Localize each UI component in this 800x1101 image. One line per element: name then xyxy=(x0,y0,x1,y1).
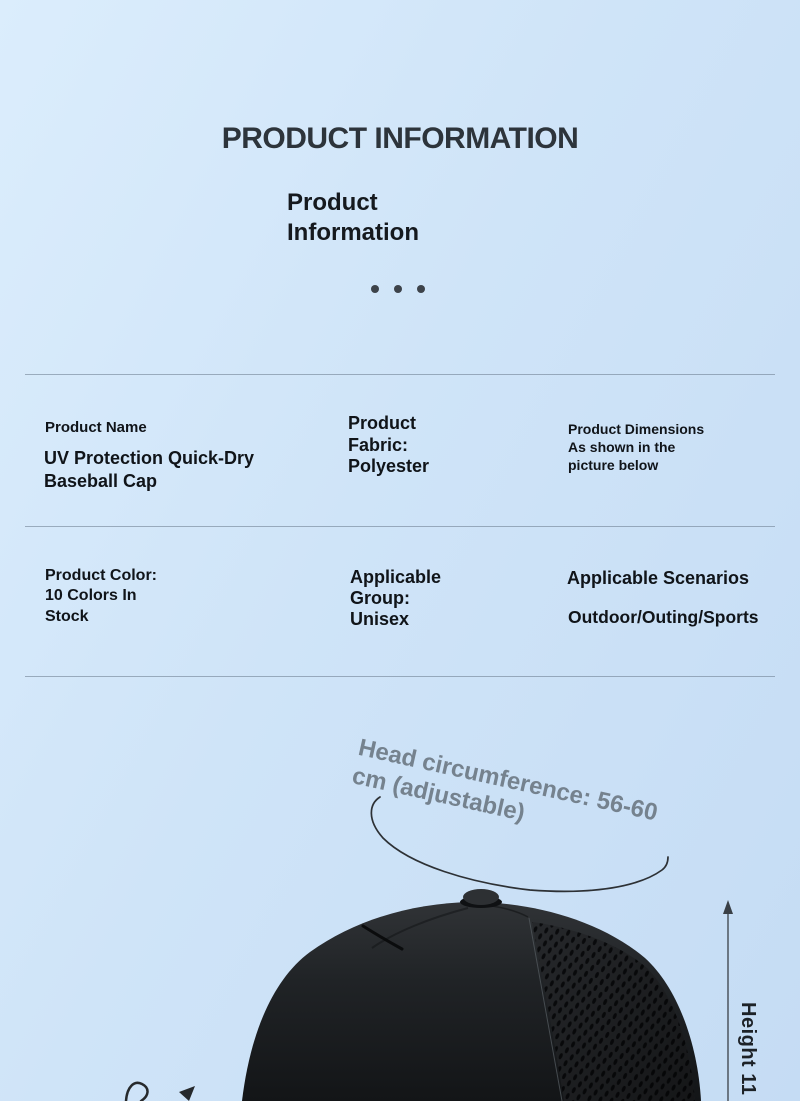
product-color-value: Product Color: 10 Colors In Stock xyxy=(45,567,157,625)
height-arrow-head xyxy=(723,900,733,914)
product-info-subtitle: Product Information xyxy=(287,189,419,246)
divider-middle xyxy=(25,526,775,527)
arrow-mark xyxy=(179,1086,195,1101)
height-annotation: Height 11 xyxy=(737,1002,759,1096)
page-title: PRODUCT INFORMATION xyxy=(221,122,579,155)
divider-bottom xyxy=(25,676,775,677)
applicable-scenarios-label: Applicable Scenarios xyxy=(567,568,750,588)
divider-top xyxy=(25,374,775,375)
swirl-mark xyxy=(126,1083,148,1101)
dot-icon xyxy=(371,285,379,293)
applicable-group-value: Applicable Group: Unisex xyxy=(350,567,442,629)
applicable-scenarios-value: Outdoor/Outing/Sports xyxy=(568,607,759,627)
dot-icon xyxy=(417,285,425,293)
head-circumference-annotation: Head circumference: 56-60 cm (adjustable) xyxy=(349,733,661,827)
dot-icon xyxy=(394,285,402,293)
cap-button xyxy=(463,889,499,905)
product-name-label: Product Name xyxy=(45,419,147,436)
ellipsis-decoration xyxy=(371,285,425,293)
product-name-value: UV Protection Quick-Dry Baseball Cap xyxy=(44,448,255,491)
product-dimensions-value: Product Dimensions As shown in the picture below xyxy=(568,421,705,473)
product-fabric-value: Product Fabric: Polyester xyxy=(348,413,430,476)
